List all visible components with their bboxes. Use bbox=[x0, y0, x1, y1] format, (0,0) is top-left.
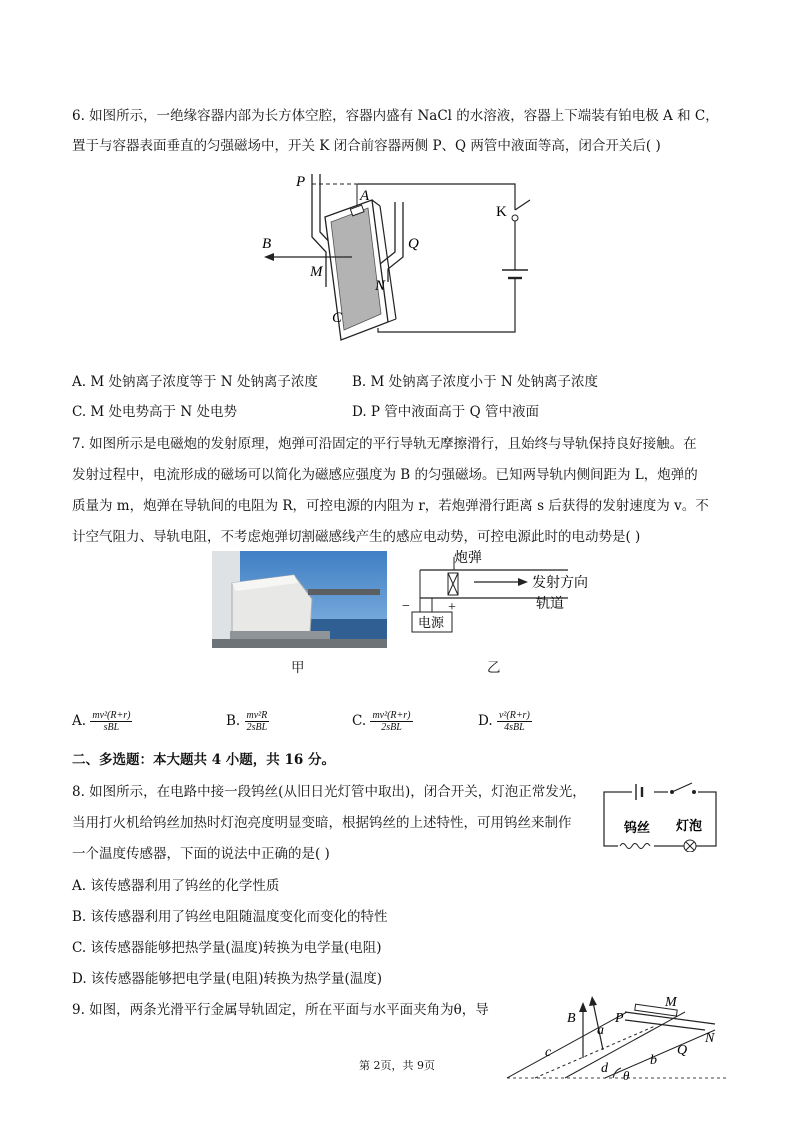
q8-circuit-figure bbox=[598, 776, 724, 852]
q7-option-b-fraction bbox=[245, 710, 270, 733]
q7-option-c[interactable] bbox=[352, 710, 413, 733]
q8-label-wire: 钨丝 bbox=[624, 820, 651, 835]
q7-stem-line4: 计空气阻力、导轨电阻，不考虑炮弹切割磁感线产生的感应电动势，可控电源此时的电动势是( ) bbox=[72, 529, 641, 545]
q6-stem-line2: 置于与容器表面垂直的匀强磁场中，开关 K 闭合前容器两侧 P、Q 两管中液面等高，闭合开关后( ) bbox=[72, 138, 661, 154]
q9-label-p: P bbox=[615, 1011, 624, 1026]
q6-option-a[interactable]: A. M 处钠离子浓度等于 N 处钠离子浓度 bbox=[72, 374, 318, 390]
section-heading-multi-choice: 二、多选题：本大题共 4 小题，共 16 分。 bbox=[72, 752, 335, 768]
q7-option-a-fraction bbox=[90, 710, 132, 733]
q9-label-m: M bbox=[665, 995, 677, 1010]
q7-label-direction: 发射方向 bbox=[532, 576, 588, 591]
q9-label-a: a bbox=[597, 1023, 604, 1038]
q6-option-c[interactable]: C. M 处电势高于 N 处电势 bbox=[72, 404, 237, 420]
q7-diagram-railgun bbox=[398, 550, 598, 640]
q6-label-k: K bbox=[496, 204, 507, 220]
page-footer: 第 2页，共 9页 bbox=[359, 1059, 435, 1072]
q6-label-n: N bbox=[375, 278, 386, 294]
q6-label-c: C bbox=[332, 310, 343, 326]
q8-label-bulb: 灯泡 bbox=[676, 818, 703, 833]
q7-label-minus: − bbox=[402, 599, 410, 614]
q7-option-c-numerator: mv²(R+r) bbox=[372, 710, 411, 721]
q7-label-rail: 轨道 bbox=[536, 597, 564, 612]
q7-option-c-label: C. bbox=[352, 713, 367, 729]
q8-option-d[interactable]: D. 该传感器能够把电学量(电阻)转换为热学量(温度) bbox=[72, 971, 382, 987]
q7-caption-a: 甲 bbox=[291, 660, 305, 676]
q7-label-shell: 炮弹 bbox=[454, 551, 482, 566]
q7-option-d[interactable] bbox=[478, 710, 532, 733]
q7-stem-line3: 质量为 m，炮弹在导轨间的电阻为 R，可控电源的内阻为 r，若炮弹滑行距离 s 后获得的发射速度为 v。不 bbox=[72, 498, 709, 514]
q7-label-plus: + bbox=[448, 600, 456, 615]
q7-stem-line2: 发射过程中，电流形成的磁场可以简化为磁感应强度为 B 的匀强磁场。已知两导轨内侧间距为 L，炮弹的 bbox=[72, 467, 698, 483]
q7-option-b-numerator: mv²R bbox=[246, 710, 268, 721]
q9-label-d: d bbox=[601, 1061, 608, 1076]
q9-label-q: Q bbox=[677, 1043, 688, 1058]
q7-option-a-label: A. bbox=[72, 713, 87, 729]
q7-option-d-fraction bbox=[497, 710, 532, 733]
q7-option-d-denominator: 4sBL bbox=[504, 722, 525, 733]
q6-figure bbox=[250, 162, 540, 347]
q7-caption-b: 乙 bbox=[487, 660, 501, 676]
q7-label-source: 电源 bbox=[418, 615, 445, 630]
q7-option-b[interactable] bbox=[226, 710, 269, 733]
q8-stem-line2: 当用打火机给钨丝加热时灯泡亮度明显变暗，根据钨丝的上述特性，可用钨丝来制作 bbox=[72, 815, 572, 831]
q6-label-p: P bbox=[296, 174, 306, 190]
q6-option-d[interactable]: D. P 管中液面高于 Q 管中液面 bbox=[352, 404, 539, 420]
q8-option-b[interactable]: B. 该传感器利用了钨丝电阻随温度变化而变化的特性 bbox=[72, 909, 388, 925]
q9-label-b-lower: b bbox=[650, 1053, 657, 1068]
q9-stem-line1: 9. 如图，两条光滑平行金属导轨固定，所在平面与水平面夹角为θ，导 bbox=[72, 1002, 489, 1018]
q8-option-a[interactable]: A. 该传感器利用了钨丝的化学性质 bbox=[72, 878, 280, 894]
q6-label-q: Q bbox=[408, 236, 419, 252]
q9-label-b: B bbox=[567, 1011, 576, 1026]
q8-stem-line3: 一个温度传感器，下面的说法中正确的是( ) bbox=[72, 846, 330, 862]
q7-option-c-denominator: 2sBL bbox=[381, 722, 402, 733]
q8-option-c[interactable]: C. 该传感器能够把热学量(温度)转换为电学量(电阻) bbox=[72, 940, 382, 956]
q9-label-n: N bbox=[705, 1031, 715, 1046]
q7-option-b-denominator: 2sBL bbox=[246, 722, 268, 733]
q6-option-b[interactable]: B. M 处钠离子浓度小于 N 处钠离子浓度 bbox=[352, 374, 599, 390]
q7-option-a[interactable] bbox=[72, 710, 132, 733]
q7-option-a-denominator: sBL bbox=[103, 722, 120, 733]
q6-label-m: M bbox=[310, 264, 323, 280]
q8-stem-line1: 8. 如图所示，在电路中接一段钨丝(从旧日光灯管中取出)，闭合开关，灯泡正常发光， bbox=[72, 784, 586, 800]
q7-stem-line1: 7. 如图所示是电磁炮的发射原理，炮弹可沿固定的平行导轨无摩擦滑行，且始终与导轨保持良好接触。在 bbox=[72, 436, 697, 452]
q7-option-a-numerator: mv²(R+r) bbox=[92, 710, 131, 721]
q7-photo-cannon bbox=[212, 551, 387, 648]
q9-label-theta: θ bbox=[623, 1068, 630, 1083]
q9-label-c: c bbox=[545, 1045, 552, 1060]
q6-label-b: B bbox=[262, 236, 272, 252]
q6-stem-line1: 6. 如图所示，一绝缘容器内部为长方体空腔，容器内盛有 NaCl 的水溶液，容器上下端装有铂电极 A 和 C， bbox=[72, 108, 719, 124]
q7-option-c-fraction bbox=[370, 710, 412, 733]
q7-option-b-label: B. bbox=[226, 713, 241, 729]
q7-option-d-numerator: v²(R+r) bbox=[498, 710, 530, 721]
q7-option-d-label: D. bbox=[478, 713, 493, 729]
q6-label-a: A bbox=[360, 188, 370, 204]
